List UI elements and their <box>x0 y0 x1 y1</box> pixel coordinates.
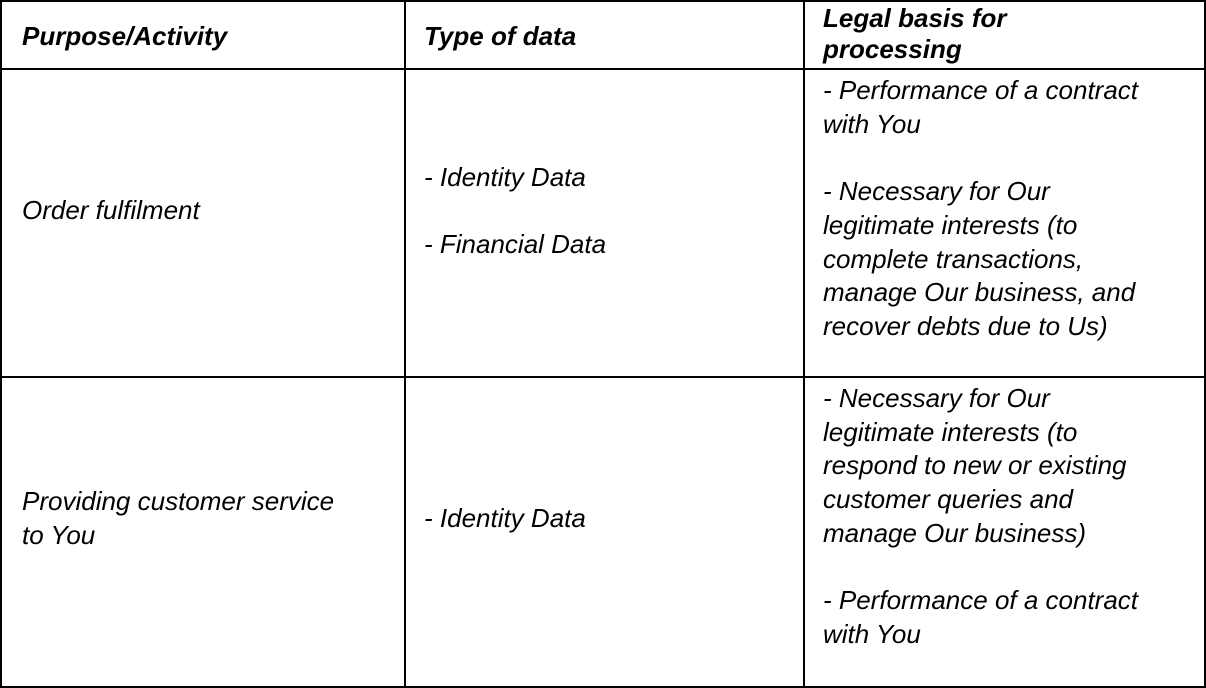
row-2-legal-basis-interests-line-1: - Necessary for Our <box>823 383 1050 413</box>
row-1-purpose-line-1: Order fulfilment <box>22 195 200 225</box>
row-1-purpose <box>4 194 404 228</box>
row-2-legal-basis-interests-line-3: respond to new or existing <box>823 450 1127 481</box>
row-1-data-type-identity: - Identity Data <box>424 162 586 192</box>
row-2-purpose-line-2: to You <box>22 519 96 550</box>
row-1-legal-basis <box>805 74 1206 344</box>
row-1-legal-basis-contract-line-2: with You <box>823 108 921 139</box>
row-2-legal-basis-interests-line-5: manage Our business) <box>823 517 1087 548</box>
row-1-legal-basis-interests-line-4: manage Our business, and <box>823 277 1136 308</box>
column-divider-1 <box>404 2 406 686</box>
row-1-legal-basis-interests <box>823 175 1188 344</box>
row-2-legal-basis <box>805 382 1206 652</box>
row-1-legal-basis-interests-line-2: legitimate interests (to <box>823 209 1078 240</box>
header-legal-basis <box>805 3 1206 65</box>
row-2-legal-basis-contract-line-1: - Performance of a contract <box>823 585 1139 616</box>
header-legal-basis-line-1: Legal basis for <box>823 3 1007 33</box>
row-1-legal-basis-interests-line-5: recover debts due to Us) <box>823 310 1108 341</box>
row-2-purpose-line-1: Providing customer service <box>22 486 335 516</box>
row-1-data-type-financial: - Financial Data <box>424 229 607 260</box>
row-2-legal-basis-interests-line-4: customer queries and <box>823 484 1074 515</box>
row-2-purpose <box>4 485 404 552</box>
row-1-legal-basis-interests-line-1: - Necessary for Our <box>823 176 1050 207</box>
row-2-data-type-identity: - Identity Data <box>424 503 586 533</box>
row-2-data-types <box>406 502 803 536</box>
header-type-of-data: Type of data <box>424 21 577 51</box>
row-1-data-types <box>406 161 803 262</box>
row-1-legal-basis-contract <box>823 74 1188 141</box>
row-2-legal-basis-interests-line-2: legitimate interests (to <box>823 416 1078 447</box>
row-2-legal-basis-contract-line-2: with You <box>823 618 921 649</box>
header-divider <box>2 68 1204 70</box>
row-1-legal-basis-contract-line-1: - Performance of a contract <box>823 75 1139 105</box>
row-2-legal-basis-contract <box>823 584 1188 651</box>
header-purpose-activity: Purpose/Activity <box>22 21 228 51</box>
row-divider <box>2 376 1204 378</box>
row-1-legal-basis-interests-line-3: complete transactions, <box>823 243 1084 274</box>
header-legal-basis-line-2: processing <box>823 34 962 64</box>
row-2-legal-basis-interests <box>823 382 1188 551</box>
